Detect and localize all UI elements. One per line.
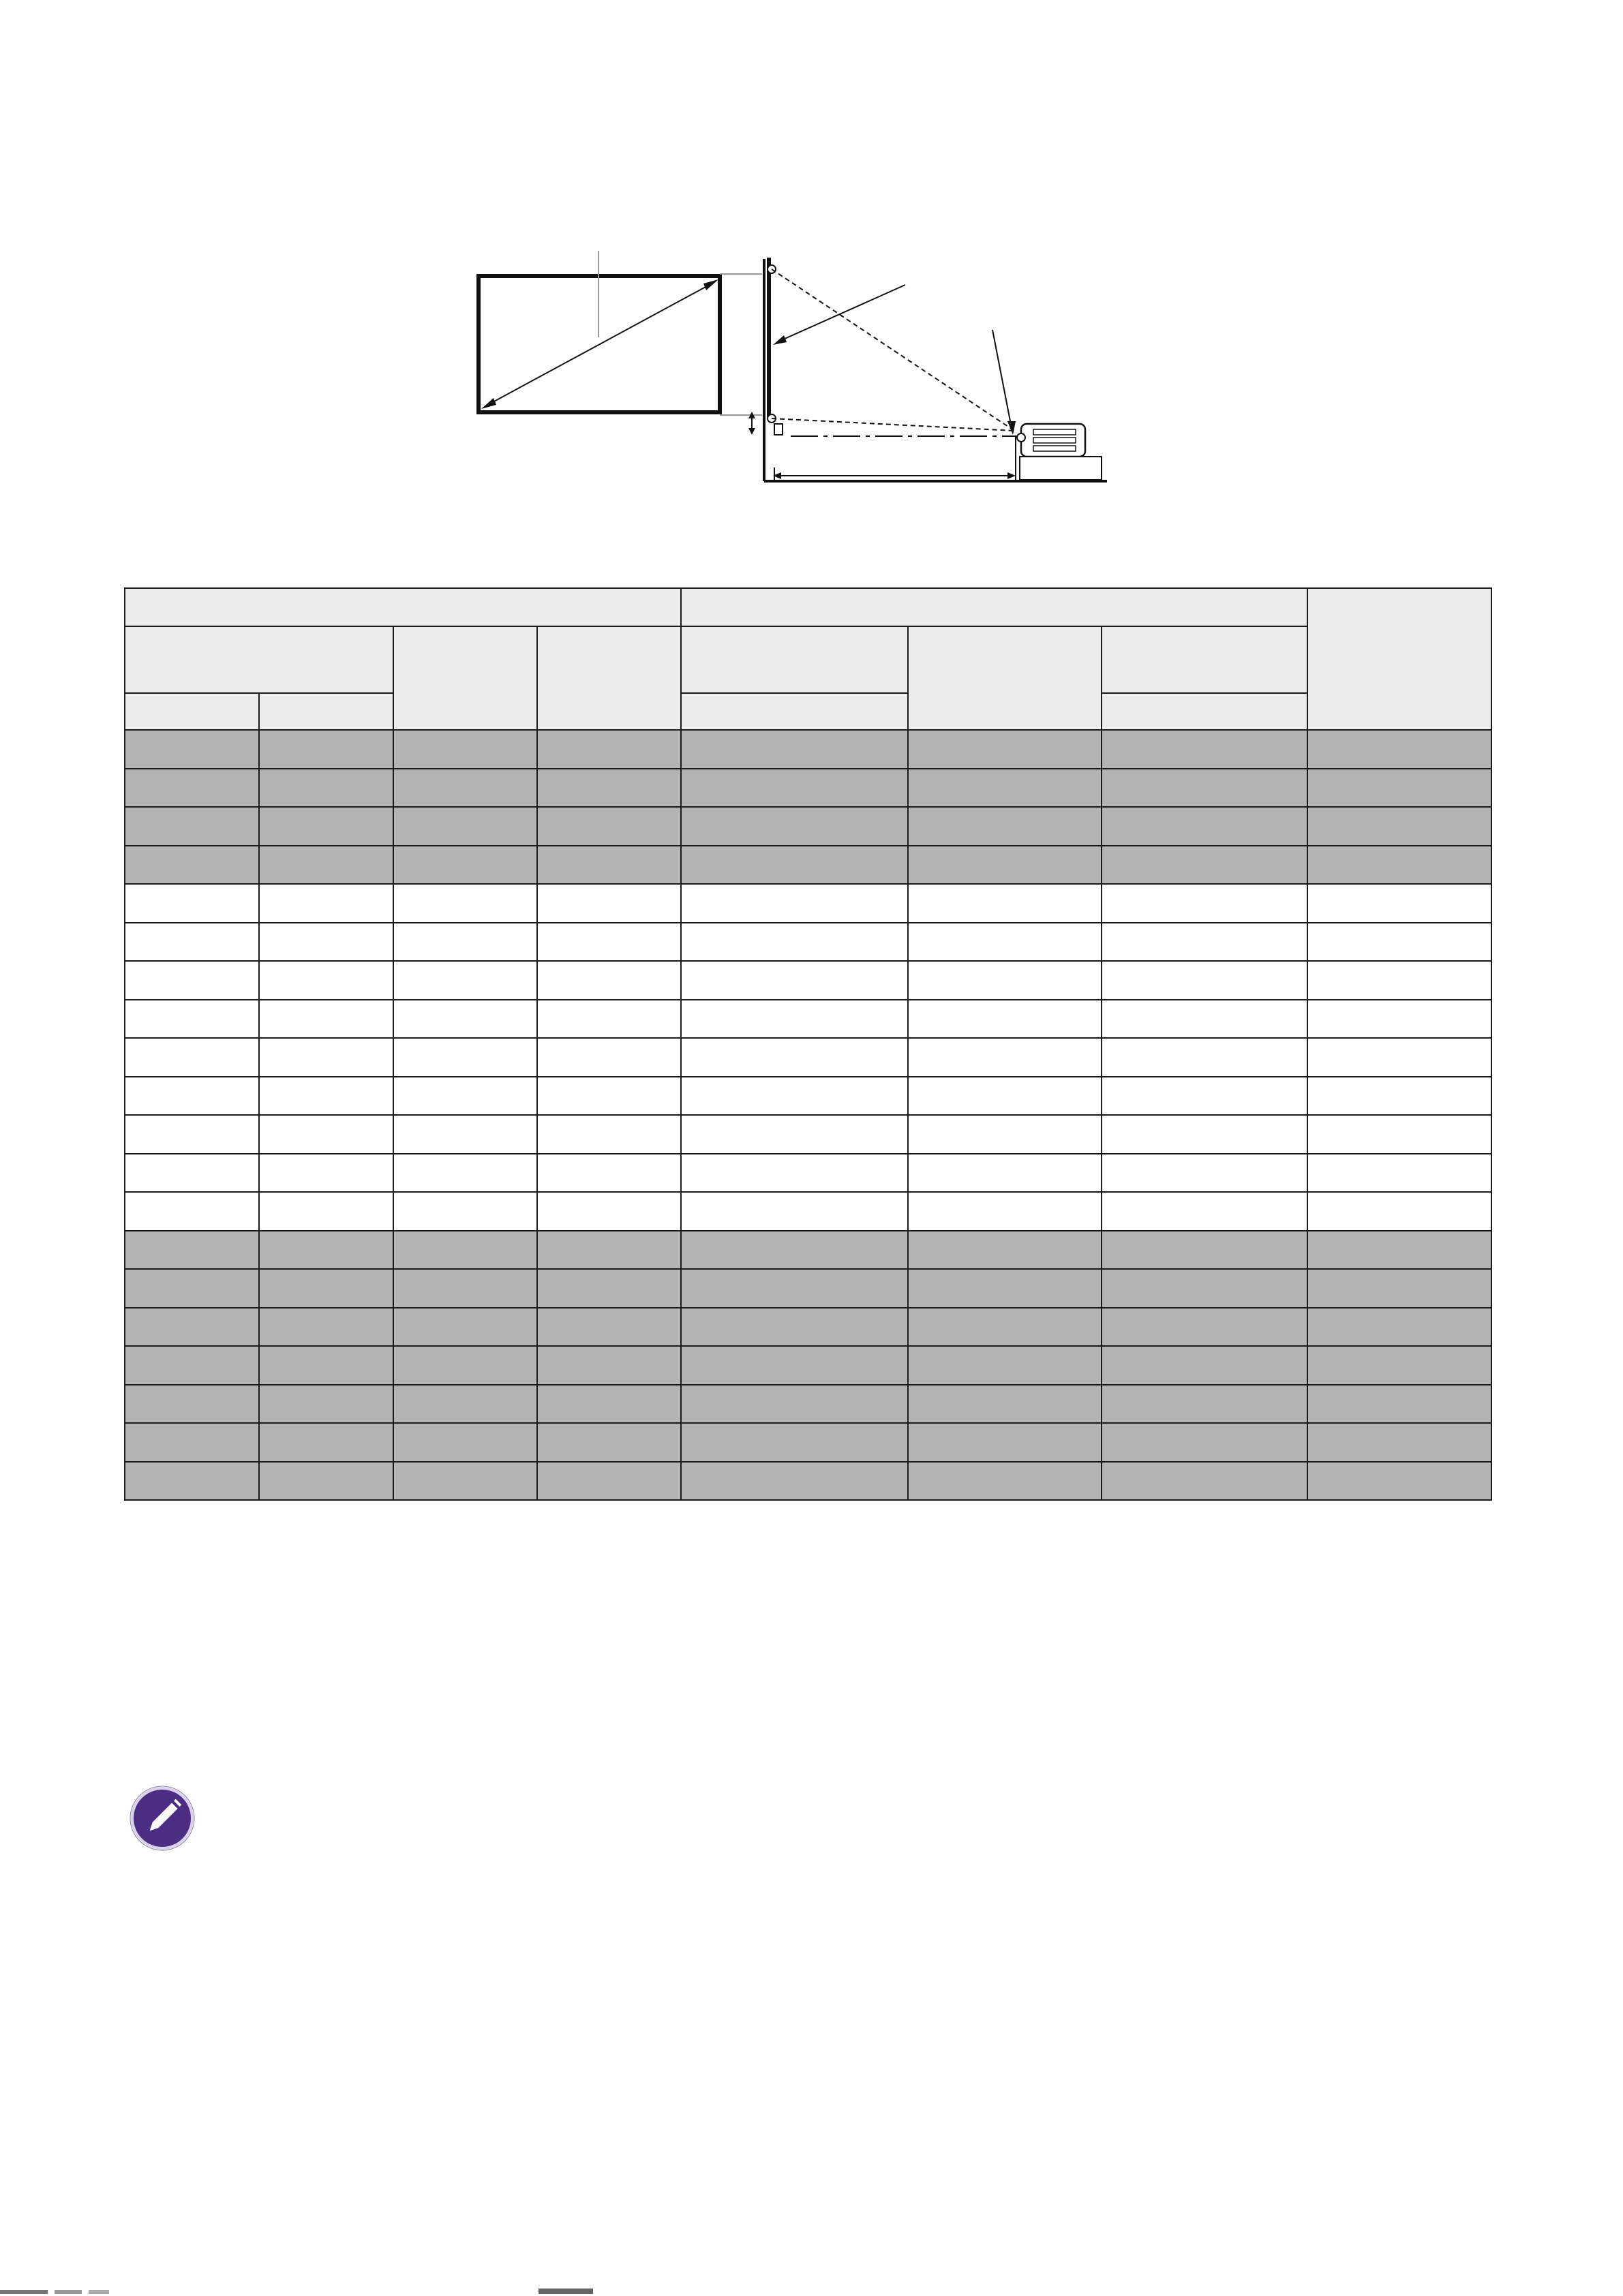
table-cell <box>681 1346 908 1385</box>
table-cell <box>537 1000 681 1039</box>
table-cell <box>537 1231 681 1270</box>
table-cell <box>908 1346 1102 1385</box>
table-cell <box>259 1462 393 1501</box>
table-cell <box>1307 961 1491 1000</box>
table-cell <box>1102 1077 1307 1116</box>
table-cell <box>259 730 393 769</box>
table-cell <box>259 769 393 808</box>
table-cell <box>681 1231 908 1270</box>
diagonal-arrowhead-end <box>703 279 718 290</box>
table-cell <box>125 923 259 962</box>
table-cell <box>537 730 681 769</box>
table-cell <box>1307 1269 1491 1308</box>
table-cell <box>908 1269 1102 1308</box>
table-cell <box>259 1423 393 1462</box>
table-header-row-1 <box>125 588 1491 626</box>
header-offset <box>1307 588 1491 730</box>
table-cell <box>125 807 259 846</box>
table-cell <box>1102 923 1307 962</box>
table-cell <box>393 1038 537 1077</box>
header-height <box>393 626 537 730</box>
table-cell <box>1307 730 1491 769</box>
table-cell <box>681 1308 908 1347</box>
table-cell <box>259 1269 393 1308</box>
table-cell <box>393 1385 537 1424</box>
table-cell <box>259 884 393 923</box>
screen-diagonal-arrow <box>485 282 714 406</box>
table-row <box>125 1462 1491 1501</box>
table-cell <box>908 1385 1102 1424</box>
table-cell <box>125 1346 259 1385</box>
table-cell <box>259 846 393 885</box>
table-cell <box>393 1346 537 1385</box>
table-cell <box>393 846 537 885</box>
table-cell <box>1102 961 1307 1000</box>
table-cell <box>393 1423 537 1462</box>
table-cell <box>1102 846 1307 885</box>
table-cell <box>681 1154 908 1193</box>
table-cell <box>537 769 681 808</box>
table-cell <box>393 1462 537 1501</box>
table-row <box>125 1000 1491 1039</box>
table-cell <box>681 1423 908 1462</box>
table-cell <box>908 730 1102 769</box>
table-cell <box>259 1385 393 1424</box>
table-row <box>125 1231 1491 1270</box>
table-cell <box>393 1231 537 1270</box>
table-row <box>125 1154 1491 1193</box>
table-cell <box>681 1462 908 1501</box>
projector-icon <box>1017 424 1102 480</box>
table-cell <box>1307 1038 1491 1077</box>
table-cell <box>259 923 393 962</box>
table-cell <box>908 1231 1102 1270</box>
table-cell <box>537 961 681 1000</box>
table-cell <box>537 1077 681 1116</box>
table-cell <box>1102 1038 1307 1077</box>
table-cell <box>1307 1346 1491 1385</box>
table-cell <box>259 961 393 1000</box>
table-cell <box>259 1038 393 1077</box>
table-cell <box>1102 769 1307 808</box>
table-row <box>125 1192 1491 1231</box>
lens-pointer-line <box>992 330 1012 428</box>
table-header-row-3 <box>125 693 1491 730</box>
table-cell <box>1307 846 1491 885</box>
table-cell <box>1307 884 1491 923</box>
table-cell <box>259 1308 393 1347</box>
table-cell <box>259 1000 393 1039</box>
table-cell <box>537 884 681 923</box>
table-cell <box>908 807 1102 846</box>
table-row <box>125 730 1491 769</box>
table-cell <box>259 1077 393 1116</box>
header-max-distance <box>1102 626 1307 693</box>
screen-pointer-line <box>777 285 905 342</box>
table-cell <box>393 1077 537 1116</box>
table-cell <box>537 1423 681 1462</box>
header-width <box>537 626 681 730</box>
table-cell <box>681 846 908 885</box>
table-cell <box>393 884 537 923</box>
table-cell <box>1102 1385 1307 1424</box>
table-cell <box>393 961 537 1000</box>
table-cell <box>1307 923 1491 962</box>
table-cell <box>125 730 259 769</box>
table-cell <box>1102 1308 1307 1347</box>
header-average <box>908 626 1102 730</box>
pencil-note-icon <box>130 1786 195 1851</box>
footer-crop-marks <box>0 2287 1623 2296</box>
table-cell <box>393 1115 537 1154</box>
table-cell <box>908 1077 1102 1116</box>
table-cell <box>537 1269 681 1308</box>
table-cell <box>681 1115 908 1154</box>
table-cell <box>125 769 259 808</box>
table-cell <box>259 1192 393 1231</box>
table-cell <box>125 1423 259 1462</box>
table-cell <box>125 1154 259 1193</box>
table-row <box>125 1385 1491 1424</box>
table-cell <box>1102 807 1307 846</box>
table-cell <box>681 1038 908 1077</box>
table-cell <box>537 1038 681 1077</box>
table-row <box>125 961 1491 1000</box>
table-cell <box>681 730 908 769</box>
table-cell <box>393 1154 537 1193</box>
table-cell <box>259 1154 393 1193</box>
table-cell <box>393 923 537 962</box>
table-cell <box>1102 1000 1307 1039</box>
table-cell <box>681 1269 908 1308</box>
table-cell <box>908 1115 1102 1154</box>
table-cell <box>681 807 908 846</box>
table-cell <box>1102 884 1307 923</box>
table-cell <box>908 923 1102 962</box>
table-cell <box>125 1077 259 1116</box>
table-row <box>125 769 1491 808</box>
table-cell <box>125 1000 259 1039</box>
table-cell <box>393 1269 537 1308</box>
table-cell <box>537 846 681 885</box>
table-row <box>125 1308 1491 1347</box>
table-cell <box>537 1346 681 1385</box>
table-cell <box>681 1192 908 1231</box>
header-unit-inch <box>125 693 259 730</box>
header-min-distance <box>681 626 908 693</box>
table-cell <box>1102 1115 1307 1154</box>
table-cell <box>393 730 537 769</box>
table-cell <box>1102 1231 1307 1270</box>
table-cell <box>125 1192 259 1231</box>
table-cell <box>537 1462 681 1501</box>
table-cell <box>125 961 259 1000</box>
table-row <box>125 807 1491 846</box>
header-projection-distance <box>681 588 1307 626</box>
table-cell <box>537 1192 681 1231</box>
header-min-zoom <box>681 693 908 730</box>
table-cell <box>1307 1154 1491 1193</box>
table-cell <box>681 961 908 1000</box>
table-cell <box>1307 1231 1491 1270</box>
table-cell <box>1307 1423 1491 1462</box>
table-row <box>125 1115 1491 1154</box>
table-cell <box>259 1346 393 1385</box>
table-row <box>125 846 1491 885</box>
table-cell <box>537 1308 681 1347</box>
table-cell <box>1102 1346 1307 1385</box>
table-cell <box>1102 1462 1307 1501</box>
table-cell <box>908 1192 1102 1231</box>
table-cell <box>908 1000 1102 1039</box>
throw-arrow-right <box>1007 472 1016 479</box>
projection-ray-top <box>772 269 1014 431</box>
screen-bracket <box>774 424 783 435</box>
table-cell <box>908 1308 1102 1347</box>
table-cell <box>125 1462 259 1501</box>
table-cell <box>1307 1308 1491 1347</box>
table-cell <box>259 1115 393 1154</box>
table-cell <box>1307 769 1491 808</box>
table-cell <box>393 1308 537 1347</box>
table-cell <box>1102 1154 1307 1193</box>
table-cell <box>537 807 681 846</box>
table-cell <box>259 807 393 846</box>
table-cell <box>125 1038 259 1077</box>
table-cell <box>908 1462 1102 1501</box>
diagonal-arrowhead-start <box>481 398 496 409</box>
table-cell <box>1307 1385 1491 1424</box>
table-cell <box>908 961 1102 1000</box>
table-row <box>125 1423 1491 1462</box>
table-cell <box>393 1000 537 1039</box>
table-cell <box>1102 730 1307 769</box>
header-max-zoom <box>1102 693 1307 730</box>
table-cell <box>259 1231 393 1270</box>
table-cell <box>537 1115 681 1154</box>
table-cell <box>125 884 259 923</box>
table-cell <box>1102 1269 1307 1308</box>
table-cell <box>1307 1000 1491 1039</box>
table-cell <box>1307 1077 1491 1116</box>
table-cell <box>908 846 1102 885</box>
table-cell <box>537 923 681 962</box>
table-cell <box>681 1385 908 1424</box>
header-screen-size <box>125 588 681 626</box>
table-cell <box>125 1308 259 1347</box>
table-cell <box>908 769 1102 808</box>
table-row <box>125 923 1491 962</box>
table-cell <box>908 884 1102 923</box>
lens-pointer-arrowhead <box>1007 421 1016 435</box>
table-cell <box>125 1231 259 1270</box>
table-cell <box>393 769 537 808</box>
table-cell <box>393 1192 537 1231</box>
table-cell <box>125 846 259 885</box>
table-cell <box>908 1038 1102 1077</box>
table-cell <box>908 1154 1102 1193</box>
table-cell <box>1307 807 1491 846</box>
table-row <box>125 1346 1491 1385</box>
header-unit-mm <box>259 693 393 730</box>
screen-pointer-arrowhead <box>773 335 787 345</box>
projection-dimensions-table <box>124 587 1492 1501</box>
table-cell <box>681 1077 908 1116</box>
table-row <box>125 884 1491 923</box>
table-row <box>125 1269 1491 1308</box>
projection-ray-bottom <box>772 418 1014 431</box>
offset-arrow-down <box>748 428 755 435</box>
table-cell <box>908 1423 1102 1462</box>
table-cell <box>1307 1462 1491 1501</box>
projection-setup-diagram <box>0 0 1623 532</box>
header-diagonal <box>125 626 393 693</box>
table-cell <box>1307 1115 1491 1154</box>
table-cell <box>537 1385 681 1424</box>
table-cell <box>681 1000 908 1039</box>
table-cell <box>125 1385 259 1424</box>
table-row <box>125 1038 1491 1077</box>
table-cell <box>125 1269 259 1308</box>
table-header-row-2 <box>125 626 1491 693</box>
table-cell <box>393 807 537 846</box>
table-cell <box>125 1115 259 1154</box>
table-cell <box>681 923 908 962</box>
table-cell <box>1102 1192 1307 1231</box>
table-cell <box>681 884 908 923</box>
table-row <box>125 1077 1491 1116</box>
table-cell <box>1102 1423 1307 1462</box>
table-cell <box>1307 1192 1491 1231</box>
table-cell <box>537 1154 681 1193</box>
table-cell <box>681 769 908 808</box>
